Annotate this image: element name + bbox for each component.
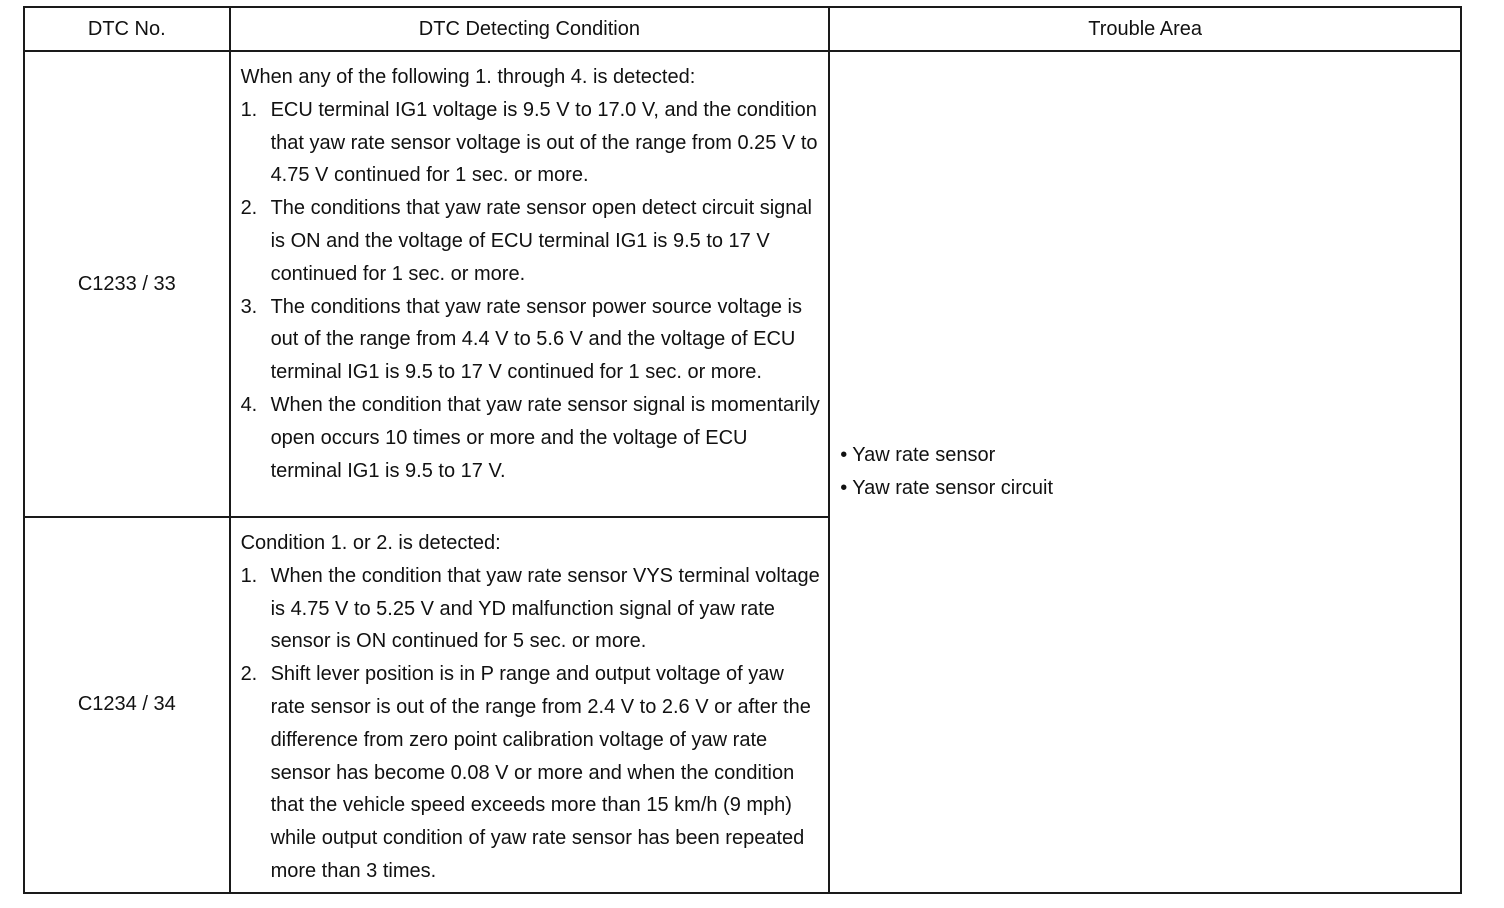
header-detecting-condition: DTC Detecting Condition	[230, 7, 830, 51]
detecting-condition-cell	[230, 517, 830, 893]
condition-number: 2.	[240, 663, 258, 686]
condition-text: When the condition that yaw rate sensor signal is momentarily open occurs 10 times or more and the voltage of ECU terminal IG1 is 9.5 to 17 V.	[270, 393, 820, 482]
condition-item	[241, 389, 821, 487]
condition-item	[241, 94, 821, 192]
condition-number: 1.	[240, 564, 258, 587]
condition-list	[241, 560, 821, 888]
condition-number: 1.	[240, 98, 258, 121]
condition-text: ECU terminal IG1 voltage is 9.5 V to 17.0 V, and the condition that yaw rate sensor voltage is out of the range from 0.25 V to 4.75 V continued for 1 sec. or more.	[270, 98, 818, 187]
dtc-code: C1233 / 33	[24, 51, 230, 517]
condition-number: 4.	[240, 393, 258, 416]
condition-number: 2.	[240, 197, 258, 220]
condition-text: The conditions that yaw rate sensor power source voltage is out of the range from 4.4 V to 5.6 V and the voltage of ECU terminal IG1 is 9.5 to 17 V continued for 1 sec. or more.	[270, 295, 802, 384]
dtc-table	[23, 6, 1462, 894]
condition-list	[241, 94, 821, 488]
detecting-condition-cell	[230, 51, 830, 517]
condition-item	[241, 192, 821, 290]
dtc-code: C1234 / 34	[24, 517, 230, 893]
header-dtc-no: DTC No.	[24, 7, 230, 51]
condition-text: Shift lever position is in P range and output voltage of yaw rate sensor is out of the range from 2.4 V to 2.6 V or after the difference from zero point calibration voltage of yaw rate sensor has become 0.08 V or more and when the condition that the vehicle speed exceeds more than 15 km/h (9 mph) while output condition of yaw rate sensor has been repeated more than 3 times.	[270, 663, 811, 882]
condition-number: 3.	[240, 295, 258, 318]
condition-intro: Condition 1. or 2. is detected:	[240, 532, 501, 554]
table-header-row	[24, 7, 1461, 51]
trouble-area-item: • Yaw rate sensor	[840, 439, 1460, 472]
condition-item	[241, 560, 821, 658]
condition-item	[241, 658, 821, 888]
condition-text: When the condition that yaw rate sensor VYS terminal voltage is 4.75 V to 5.25 V and YD malfunction signal of yaw rate sensor is ON continued for 5 sec. or more.	[270, 564, 820, 653]
condition-text: The conditions that yaw rate sensor open detect circuit signal is ON and the voltage of ECU terminal IG1 is 9.5 to 17 V continued for 1 sec. or more.	[270, 197, 812, 285]
trouble-area-list	[840, 439, 1460, 505]
condition-item	[241, 291, 821, 389]
condition-intro: When any of the following 1. through 4. is detected:	[240, 66, 696, 88]
header-trouble-area: Trouble Area	[829, 7, 1461, 51]
trouble-area-cell	[829, 51, 1461, 893]
table-row	[24, 51, 1461, 517]
trouble-area-item: • Yaw rate sensor circuit	[840, 472, 1460, 505]
